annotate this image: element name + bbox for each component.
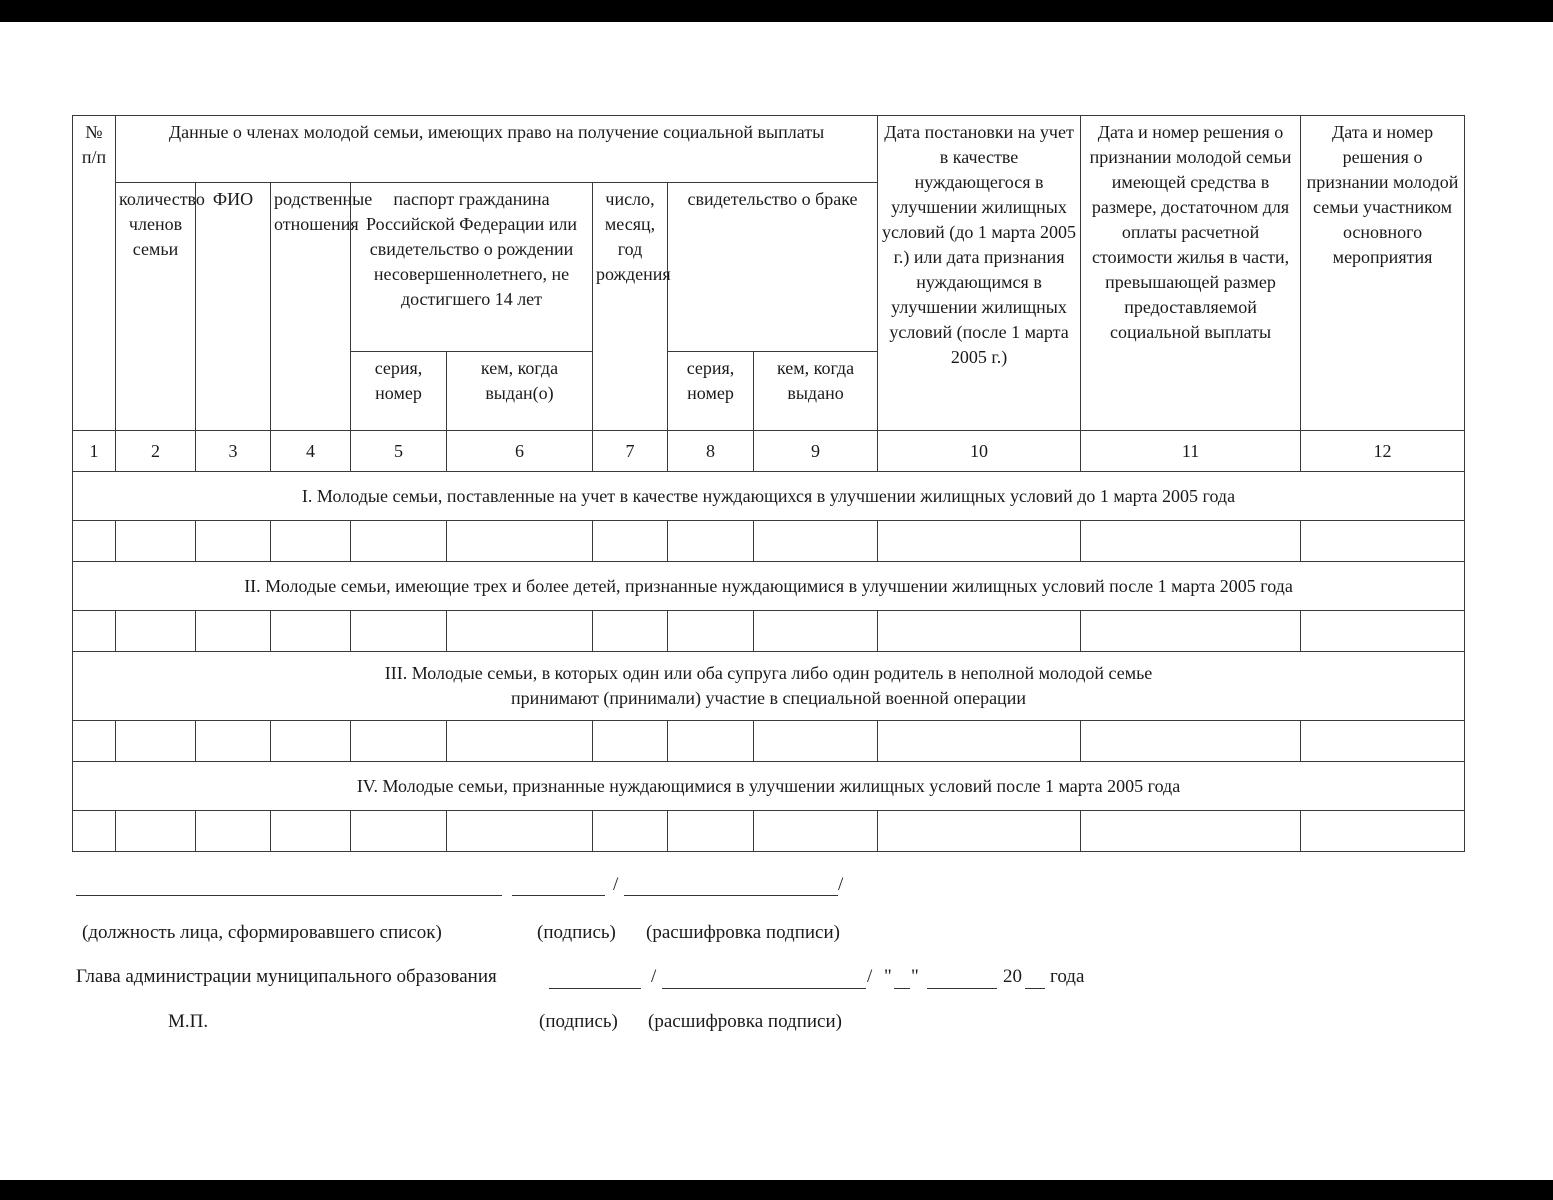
scan-border-bottom xyxy=(0,1180,1553,1200)
empty-cell xyxy=(593,811,668,852)
section-header-row xyxy=(73,652,1465,721)
empty-cell xyxy=(447,811,593,852)
decoding-line-2 xyxy=(662,988,866,989)
section-header-row xyxy=(73,762,1465,811)
header-birth-date: число, месяц, год рождения xyxy=(593,183,668,431)
date-open-quote: " xyxy=(884,966,892,987)
header-member-count: количество членов семьи xyxy=(116,183,196,431)
section-title-line-1: II. Молодые семьи, имеющие трех и более детей, признанные нуждающимися в улучшении жилищных условий после 1 марта 2005 года xyxy=(244,575,1293,596)
empty-cell xyxy=(196,521,271,562)
empty-cell xyxy=(1301,521,1465,562)
column-number-cell: 5 xyxy=(351,431,447,472)
empty-cell xyxy=(196,811,271,852)
young-families-list-table xyxy=(72,115,1465,852)
header-group-members: Данные о членах молодой семьи, имеющих право на получение социальной выплаты xyxy=(116,116,878,183)
empty-cell xyxy=(196,611,271,652)
date-close-quote: " xyxy=(911,966,919,987)
column-number-cell: 3 xyxy=(196,431,271,472)
header-passport-issued: кем, когда выдан(о) xyxy=(447,352,593,431)
empty-cell xyxy=(754,611,878,652)
header-col-num: № п/п xyxy=(73,116,116,431)
empty-cell xyxy=(593,721,668,762)
head-of-administration-label: Глава администрации муниципального образования xyxy=(76,966,497,987)
empty-cell xyxy=(1301,811,1465,852)
section-title xyxy=(73,652,1465,721)
empty-cell xyxy=(351,721,447,762)
header-marriage-issued: кем, когда выдано xyxy=(754,352,878,431)
decoding-caption-1: (расшифровка подписи) xyxy=(646,922,840,943)
stamp-place-label: М.П. xyxy=(168,1011,209,1032)
slash-separator-2: / xyxy=(838,874,844,895)
empty-cell xyxy=(271,811,351,852)
section-title xyxy=(73,762,1465,811)
signature-caption-1: (подпись) xyxy=(537,922,616,943)
column-number-cell: 2 xyxy=(116,431,196,472)
empty-cell xyxy=(196,721,271,762)
column-number-row xyxy=(73,431,1465,472)
column-number-cell: 1 xyxy=(73,431,116,472)
empty-cell xyxy=(73,521,116,562)
column-number-cell: 11 xyxy=(1081,431,1301,472)
empty-cell xyxy=(116,721,196,762)
section-title-line-1: III. Молодые семьи, в которых один или оба супруга либо один родитель в неполной молодой семье xyxy=(384,663,1153,683)
empty-cell xyxy=(668,811,754,852)
empty-cell xyxy=(271,611,351,652)
signature-line-2 xyxy=(549,988,641,989)
empty-cell xyxy=(447,611,593,652)
column-number-cell: 6 xyxy=(447,431,593,472)
empty-cell xyxy=(878,811,1081,852)
signature-line-1 xyxy=(512,895,605,896)
empty-cell xyxy=(754,521,878,562)
position-caption: (должность лица, сформировавшего список) xyxy=(82,922,442,943)
header-row-1 xyxy=(73,116,1465,183)
section-title xyxy=(73,472,1465,521)
empty-cell xyxy=(1081,611,1301,652)
empty-cell xyxy=(116,811,196,852)
section-title-line-1: I. Молодые семьи, поставленные на учет в качестве нуждающихся в улучшении жилищных условий до 1 марта 2005 года xyxy=(301,485,1236,506)
header-fio: ФИО xyxy=(196,183,271,431)
date-month-line xyxy=(927,988,997,989)
header-marriage-group: свидетельство о браке xyxy=(668,183,878,352)
position-signature-line xyxy=(76,895,502,896)
empty-data-row xyxy=(73,811,1465,852)
header-passport-group: паспорт гражданина Российской Федерации или свидетельство о рождении несовершеннолетнего, не достигшего 14 лет xyxy=(351,183,593,352)
section-title xyxy=(73,562,1465,611)
column-number-cell: 9 xyxy=(754,431,878,472)
empty-cell xyxy=(668,611,754,652)
section-title-line-2: принимают (принимали) участие в специальной военной операции xyxy=(511,688,1026,708)
column-number-cell: 4 xyxy=(271,431,351,472)
column-number-cell: 7 xyxy=(593,431,668,472)
empty-cell xyxy=(271,721,351,762)
year-line xyxy=(1025,988,1045,989)
empty-cell xyxy=(878,721,1081,762)
empty-cell xyxy=(73,611,116,652)
header-decision-participant: Дата и номер решения о признании молодой семьи участником основного мероприятия xyxy=(1301,116,1465,431)
decoding-line-1 xyxy=(624,895,838,896)
slash-separator-3: / xyxy=(651,966,657,987)
year-prefix: 20 xyxy=(1003,966,1022,987)
empty-cell xyxy=(1081,811,1301,852)
header-relation: родственные отношения xyxy=(271,183,351,431)
empty-cell xyxy=(668,721,754,762)
slash-separator-1: / xyxy=(613,874,619,895)
empty-cell xyxy=(668,521,754,562)
section-title-line-1: IV. Молодые семьи, признанные нуждающимися в улучшении жилищных условий после 1 марта 2005 года xyxy=(356,775,1181,796)
empty-cell xyxy=(754,721,878,762)
empty-data-row xyxy=(73,611,1465,652)
empty-cell xyxy=(1081,521,1301,562)
section-header-row xyxy=(73,562,1465,611)
empty-cell xyxy=(447,721,593,762)
empty-cell xyxy=(878,521,1081,562)
empty-cell xyxy=(351,611,447,652)
empty-cell xyxy=(271,521,351,562)
empty-cell xyxy=(351,811,447,852)
empty-cell xyxy=(1301,611,1465,652)
date-day-line xyxy=(894,988,910,989)
empty-cell xyxy=(73,721,116,762)
scan-border-top xyxy=(0,0,1553,22)
section-header-row xyxy=(73,472,1465,521)
header-marriage-series: серия, номер xyxy=(668,352,754,431)
column-number-cell: 12 xyxy=(1301,431,1465,472)
column-number-cell: 10 xyxy=(878,431,1081,472)
column-number-cell: 8 xyxy=(668,431,754,472)
empty-data-row xyxy=(73,721,1465,762)
slash-separator-4: / xyxy=(867,966,873,987)
empty-cell xyxy=(447,521,593,562)
empty-cell xyxy=(73,811,116,852)
empty-cell xyxy=(116,521,196,562)
empty-cell xyxy=(754,811,878,852)
empty-cell xyxy=(116,611,196,652)
decoding-caption-2: (расшифровка подписи) xyxy=(648,1011,842,1032)
empty-cell xyxy=(351,521,447,562)
year-suffix: года xyxy=(1050,966,1085,987)
header-passport-series: серия, номер xyxy=(351,352,447,431)
empty-cell xyxy=(593,521,668,562)
header-registration-date: Дата постановки на учет в качестве нуждающегося в улучшении жилищных условий (до 1 марта 2005 г.) или дата признания нуждающимся в улучшении жилищных условий (после 1 марта 2005 г.) xyxy=(878,116,1081,431)
empty-cell xyxy=(593,611,668,652)
empty-data-row xyxy=(73,521,1465,562)
empty-cell xyxy=(1301,721,1465,762)
signature-caption-2: (подпись) xyxy=(539,1011,618,1032)
header-decision-funds: Дата и номер решения о признании молодой семьи имеющей средства в размере, достаточном для оплаты расчетной стоимости жилья в части, превышающей размер предоставляемой социальной выплаты xyxy=(1081,116,1301,431)
empty-cell xyxy=(878,611,1081,652)
empty-cell xyxy=(1081,721,1301,762)
